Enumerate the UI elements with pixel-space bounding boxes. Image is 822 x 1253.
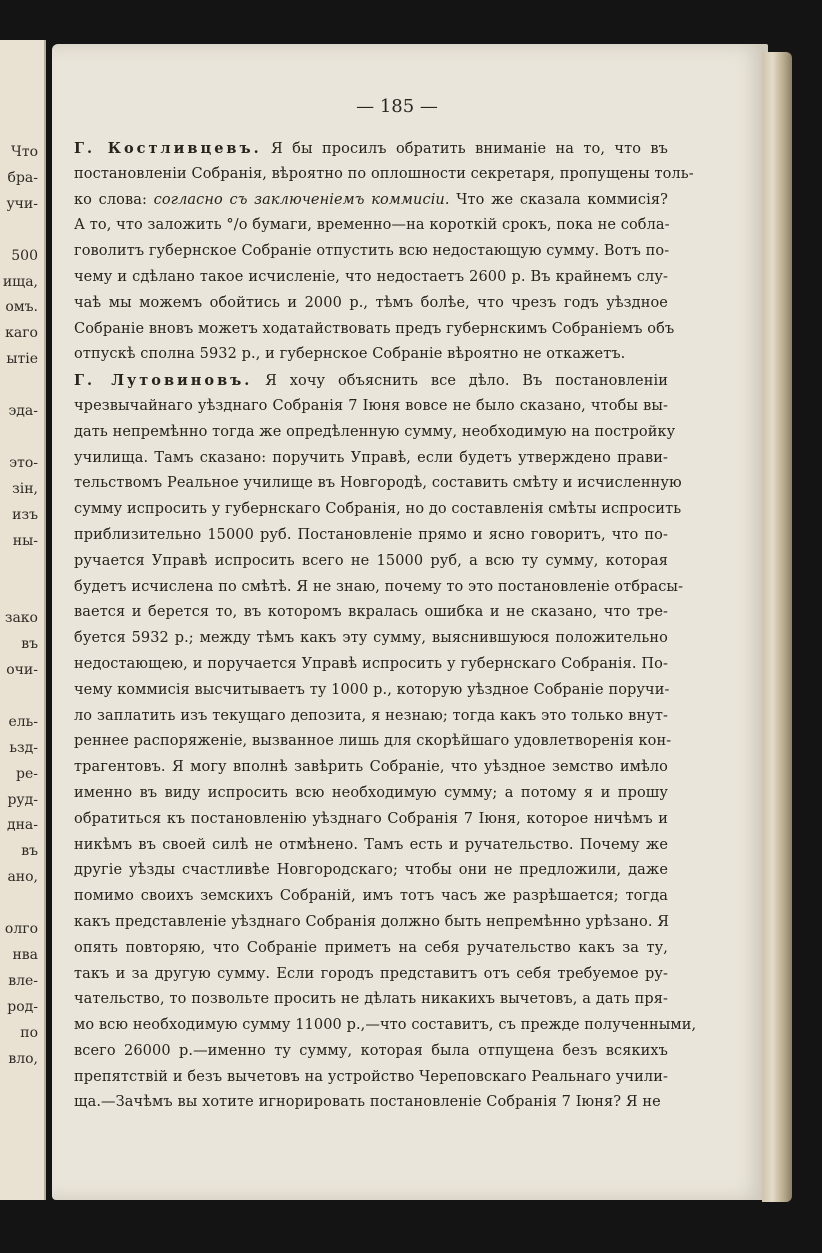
- text-run: Собраніе вновъ можетъ ходатайствовать предъ губернскимъ Собраніемъ объ: [74, 320, 675, 337]
- left-page-fragment: зін,: [12, 480, 38, 497]
- text-run: ко слова:: [74, 191, 154, 208]
- left-page-fragment: это-: [9, 454, 38, 471]
- left-page-fragment: ытіе: [6, 351, 38, 368]
- text-line: [74, 342, 668, 368]
- text-line: [74, 626, 668, 652]
- text-run: препятствій и безъ вычетовъ на устройство Череповскаго Реальнаго учили-: [74, 1068, 668, 1085]
- text-run: реннее распоряженіе, вызванное лишь для скорѣйшаго удовлетворенія кон-: [74, 733, 672, 750]
- left-page-fragment: очи-: [6, 662, 38, 678]
- text-line: [74, 368, 668, 394]
- left-page-fragment: въ: [21, 636, 38, 653]
- left-page-fragment: изъ: [12, 506, 38, 523]
- left-page-fragment: омъ.: [5, 299, 38, 316]
- text-run: вается и берется то, въ которомъ вкралась ошибка и не сказано, что тре-: [74, 604, 668, 621]
- text-line: [74, 1039, 668, 1065]
- text-line: [74, 910, 668, 936]
- text-line: [74, 239, 668, 265]
- text-run: недостающею, и поручается Управѣ испросить у губернскаго Собранія. По-: [74, 655, 668, 672]
- text-run: дать непремѣнно тогда же опредѣленную сумму, необходимую на постройку: [74, 423, 676, 440]
- left-page-fragment: Что: [11, 144, 38, 160]
- left-page-fragment: вле-: [8, 972, 38, 989]
- text-run: ло заплатить изъ текущаго депозита, я незнаю; тогда какъ это только внут-: [74, 707, 668, 724]
- text-run: отпускѣ сполна 5932 р., и губернское Собраніе вѣроятно не откажетъ.: [74, 346, 626, 363]
- text-run: обратиться къ постановленію уѣзднаго Собранія 7 Іюня, которое ничѣмъ и: [74, 810, 668, 827]
- text-run: будетъ исчислена по смѣтѣ. Я не знаю, почему то это постановленіе отбрасы-: [74, 578, 684, 595]
- text-run: чаѣ мы можемъ обойтись и 2000 р., тѣмъ болѣе, что чрезъ годъ уѣздное: [74, 294, 668, 311]
- text-line: [74, 188, 668, 214]
- text-run: другіе уѣзды счастливѣе Новгородскаго; чтобы они не предложили, даже: [74, 862, 668, 879]
- text-line: [74, 213, 668, 239]
- left-page-fragment: учи-: [6, 195, 38, 212]
- text-line: [74, 317, 675, 343]
- left-page-fragment: эда-: [8, 403, 38, 419]
- left-page-fragment: зако: [4, 610, 38, 627]
- left-page-fragment: ано,: [7, 869, 38, 886]
- left-facing-page: [0, 40, 46, 1200]
- text-run: тельствомъ Реальное училище въ Новгородѣ, составить смѣту и исчисленную: [74, 475, 682, 492]
- left-page-fragment: по: [20, 1024, 38, 1041]
- text-run: трагентовъ. Я могу вполнѣ завѣрить Собраніе, что уѣздное земство имѣло: [74, 759, 668, 776]
- text-run: Я бы просилъ обратить вниманіе на то, что въ: [261, 141, 668, 157]
- text-run: чрезвычайнаго уѣзднаго Собранія 7 Іюня вовсе не было сказано, чтобы вы-: [74, 397, 668, 414]
- text-line: [74, 471, 682, 497]
- text-run: никѣмъ въ своей силѣ не отмѣнено. Тамъ есть и ручательство. Почему же: [74, 836, 668, 853]
- text-run: постановленіи Собранія, вѣроятно по оплошности секретаря, пропущены толь-: [74, 165, 694, 182]
- text-run: А то, что заложить °/о бумаги, временно—на короткій срокъ, пока не собла-: [74, 217, 670, 234]
- page-edge: [762, 52, 792, 1202]
- text-line: [74, 755, 668, 781]
- text-line: [74, 420, 676, 446]
- text-line: [74, 884, 668, 910]
- left-page-fragment: руд-: [7, 791, 38, 808]
- text-line: [74, 833, 668, 859]
- text-line: [74, 394, 668, 420]
- text-line: [74, 136, 668, 162]
- left-page-fragment: олго: [4, 921, 38, 937]
- text-line: [74, 704, 668, 730]
- left-page-fragment: бра-: [7, 169, 38, 186]
- text-line: [74, 446, 668, 472]
- left-page-fragment: 500: [11, 247, 38, 264]
- left-page-fragment: ьзд-: [9, 739, 38, 756]
- text-line: [74, 497, 682, 523]
- text-line: [74, 162, 694, 188]
- text-run: всего 26000 р.—именно ту сумму, которая была отпущена безъ всякихъ: [74, 1042, 668, 1059]
- text-run: такъ и за другую сумму. Если городъ представитъ отъ себя требуемое ру-: [74, 965, 668, 982]
- text-run: чему коммисія высчитываетъ ту 1000 р., которую уѣздное Собраніе поручи-: [74, 681, 670, 698]
- text-run: мо всю необходимую сумму 11000 р.,—что составитъ, съ прежде полученными,: [74, 1017, 697, 1034]
- speaker-name: Г. Костливцевъ.: [74, 140, 262, 157]
- text-line: [74, 1013, 697, 1039]
- text-line: [74, 265, 668, 291]
- text-run: ща.—Зачѣмъ вы хотите игнорировать постановленіе Собранія 7 Іюня? Я не: [74, 1094, 661, 1111]
- text-line: [74, 291, 668, 317]
- text-run: чему и сдѣлано такое исчисленіе, что недостаетъ 2600 р. Въ крайнемъ слу-: [74, 268, 668, 285]
- text-run: ручается Управѣ испросить всего не 15000 руб, а всю ту сумму, которая: [74, 552, 668, 569]
- text-run: какъ представленіе уѣзднаго Собранія должно быть непремѣнно урѣзано. Я: [74, 913, 670, 930]
- page-number: — 185 —: [356, 96, 438, 117]
- text-line: [74, 858, 668, 884]
- text-line: [74, 781, 668, 807]
- left-page-fragment: каго: [5, 325, 38, 342]
- left-page-fragment: род-: [7, 998, 38, 1015]
- text-line: [74, 729, 672, 755]
- text-run: буется 5932 р.; между тѣмъ какъ эту сумму, выяснившуюся положительно: [74, 630, 668, 647]
- text-line: [74, 600, 668, 626]
- text-run: говолитъ губернское Собраніе отпустить всю недостающую сумму. Вотъ по-: [74, 243, 670, 260]
- text-line: [74, 549, 668, 575]
- text-line: [74, 678, 668, 704]
- text-line: [74, 987, 668, 1013]
- italic-phrase: согласно съ заключеніемъ коммисіи.: [153, 191, 450, 208]
- left-page-fragment: дна-: [6, 817, 38, 834]
- text-line: [74, 1065, 668, 1091]
- speaker-name: Г. Лутовиновъ.: [74, 372, 253, 390]
- text-line: [74, 962, 668, 988]
- left-page-fragment: ища,: [2, 273, 38, 290]
- left-page-fragment: вло,: [8, 1050, 38, 1067]
- text-line: [74, 523, 668, 549]
- text-run: сумму испросить у губернскаго Собранія, но до составленія смѣты испросить: [74, 501, 682, 518]
- text-line: [74, 936, 668, 962]
- text-run: Я хочу объяснить все дѣло. Въ постановленіи: [252, 373, 669, 390]
- left-page-fragment: ны-: [12, 532, 38, 549]
- text-line: [74, 807, 668, 833]
- text-run: училища. Тамъ сказано: поручить Управѣ, если будетъ утверждено прави-: [74, 449, 668, 466]
- text-run: именно въ виду испросить всю необходимую сумму; а потому я и прошу: [74, 784, 668, 801]
- left-page-text-fragments: [0, 40, 44, 1200]
- left-page-fragment: въ: [21, 843, 38, 860]
- page-body-text: [74, 136, 697, 1116]
- left-page-fragment: нва: [12, 946, 38, 963]
- text-line: [74, 575, 684, 601]
- text-run: помимо своихъ земскихъ Собраній, имъ тотъ часъ же разрѣшается; тогда: [74, 888, 668, 905]
- text-run: опять повторяю, что Собраніе приметъ на себя ручательство какъ за ту,: [74, 939, 668, 956]
- left-page-fragment: ре-: [16, 765, 38, 782]
- text-line: [74, 652, 668, 678]
- left-page-fragment: ель-: [8, 713, 38, 730]
- text-line: [74, 1090, 668, 1116]
- text-run: чательство, то позвольте просить не дѣлать никакихъ вычетовъ, а дать пря-: [74, 991, 668, 1008]
- text-run: Что же сказала коммисія?: [449, 191, 669, 208]
- text-run: приблизительно 15000 руб. Постановленіе прямо и ясно говоритъ, что по-: [74, 526, 668, 543]
